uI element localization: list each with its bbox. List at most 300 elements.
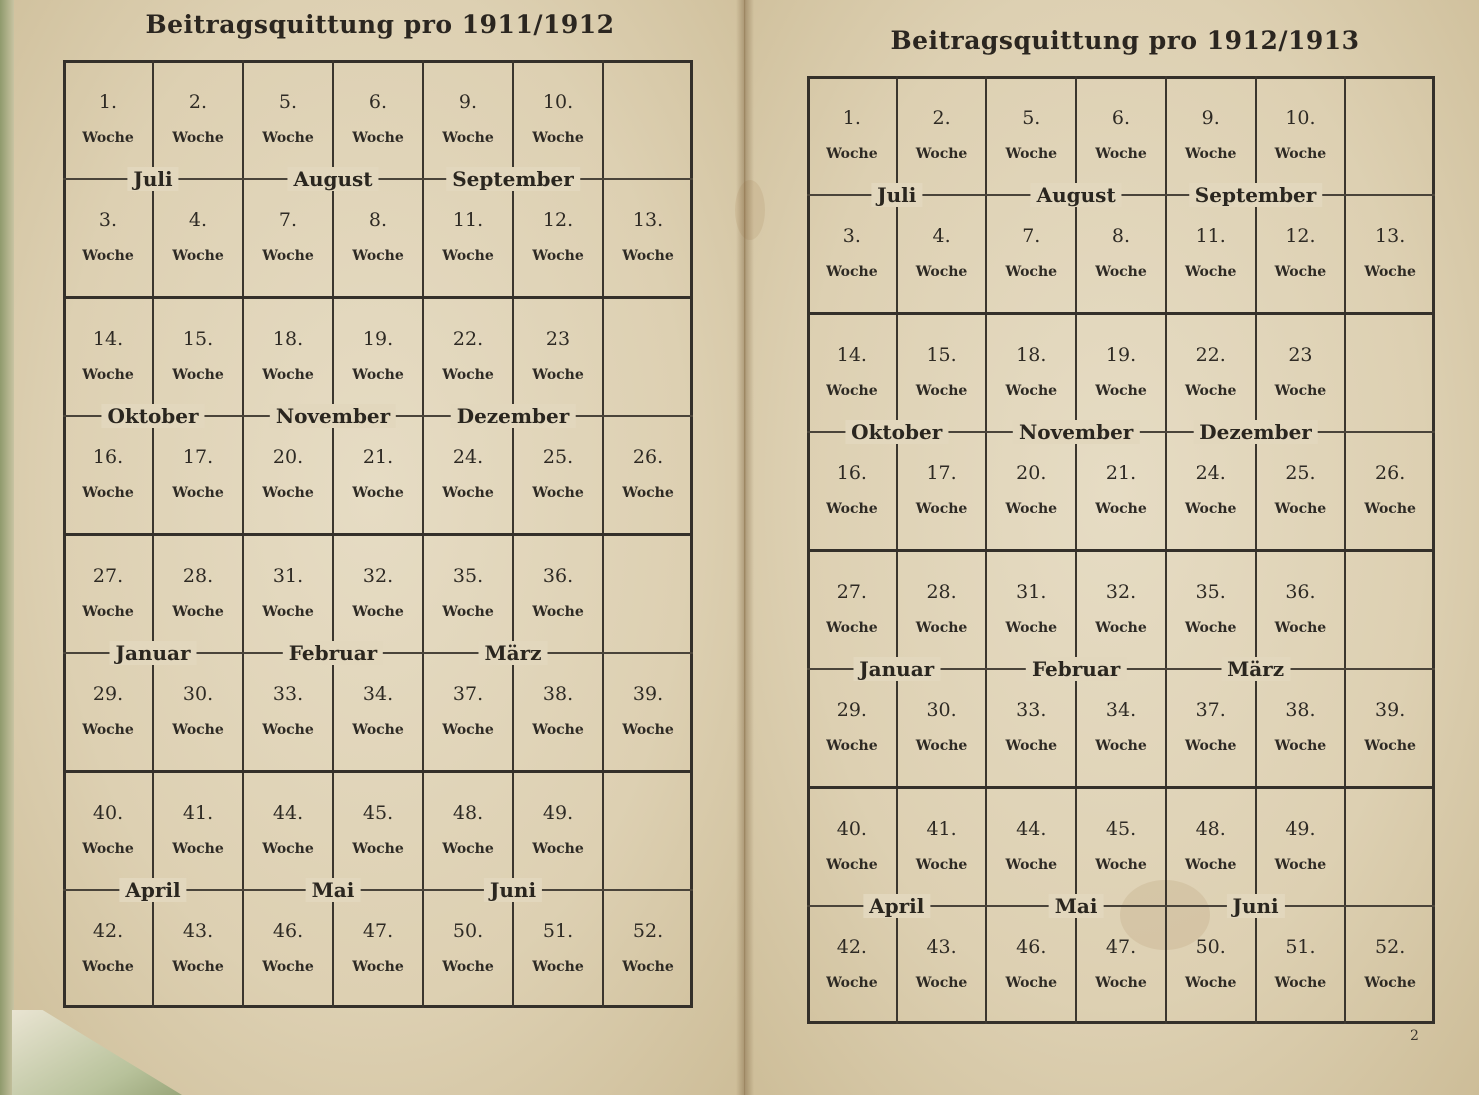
week-cell [514, 802, 602, 857]
week-label: Woche [915, 856, 968, 873]
page-number: 2 [1410, 1028, 1419, 1044]
week-label: Woche [172, 840, 224, 857]
week-number: 12. [542, 209, 574, 232]
week-label: Woche [1005, 738, 1058, 755]
week-label: Woche [82, 129, 134, 146]
month-label: Juli [127, 167, 178, 191]
week-label: Woche [82, 366, 134, 383]
week-label: Woche [1005, 501, 1058, 518]
week-cell [64, 328, 152, 383]
week-number: 9. [1201, 106, 1220, 129]
week-cell [1256, 107, 1344, 162]
week-label: Woche [1005, 856, 1058, 873]
week-number: 42. [836, 936, 867, 959]
week-cell [514, 446, 602, 501]
week-cell [154, 446, 242, 501]
week-number: 10. [542, 90, 574, 113]
week-number: 33. [272, 683, 304, 706]
week-label: Woche [352, 959, 404, 976]
week-cell [1167, 936, 1255, 991]
week-cell [808, 107, 896, 162]
week-label: Woche [826, 738, 878, 755]
week-cell [424, 802, 512, 857]
week-cell [987, 462, 1075, 517]
week-number: 43. [926, 936, 957, 959]
week-cell [1167, 462, 1255, 517]
week-label: Woche [172, 959, 224, 976]
week-number: 29. [92, 683, 124, 706]
week-cell [1167, 225, 1255, 280]
week-label: Woche [1095, 619, 1147, 636]
week-label: Woche [826, 619, 878, 636]
week-label: Woche [1274, 382, 1327, 399]
week-cell [1077, 344, 1165, 399]
week-label: Woche [172, 603, 224, 620]
week-number: 9. [458, 90, 478, 113]
week-cell [1256, 936, 1344, 991]
week-label: Woche [826, 382, 878, 399]
cover-edge [0, 0, 14, 1095]
week-number: 25. [1285, 462, 1316, 485]
week-cell [514, 920, 602, 975]
week-cell [604, 683, 692, 738]
week-number: 49. [1285, 817, 1316, 840]
week-number: 2. [932, 106, 951, 129]
week-cell [424, 565, 512, 620]
week-cell [334, 565, 422, 620]
week-number: 45. [1105, 817, 1137, 840]
week-cell [1167, 818, 1255, 873]
week-cell [898, 818, 986, 873]
week-cell [424, 328, 512, 383]
week-number: 37. [452, 683, 484, 706]
week-number: 3. [98, 209, 118, 232]
week-label: Woche [82, 248, 134, 265]
week-number: 4. [932, 225, 951, 248]
month-label: Mai [306, 878, 361, 902]
week-number: 5. [1022, 106, 1041, 129]
week-number: 34. [362, 683, 394, 706]
month-label: November [270, 404, 396, 428]
month-label: Oktober [845, 420, 948, 444]
week-number: 8. [368, 209, 388, 232]
month-label: April [119, 878, 186, 902]
week-label: Woche [915, 619, 968, 636]
week-cell [64, 683, 152, 738]
week-cell [898, 699, 986, 754]
week-label: Woche [1095, 738, 1147, 755]
week-cell [154, 920, 242, 975]
week-cell [1256, 699, 1344, 754]
week-label: Woche [172, 366, 224, 383]
week-cell [898, 936, 986, 991]
week-label: Woche [1184, 619, 1237, 636]
week-number: 41. [926, 817, 957, 840]
book-gutter [736, 0, 754, 1095]
week-label: Woche [1274, 264, 1327, 281]
week-number: 47. [1105, 936, 1137, 959]
week-label: Woche [352, 722, 404, 739]
left-page-title: Beitragsquittung pro 1911/1912 [145, 10, 615, 39]
week-cell [604, 209, 692, 264]
week-label: Woche [352, 603, 404, 620]
week-number: 39. [632, 683, 664, 706]
week-cell [154, 565, 242, 620]
week-number: 11. [452, 209, 484, 232]
week-cell [1077, 107, 1165, 162]
week-number: 36. [542, 564, 574, 587]
week-label: Woche [915, 264, 968, 281]
week-label: Woche [262, 603, 314, 620]
week-label: Woche [1005, 382, 1058, 399]
week-cell [1256, 581, 1344, 636]
week-number: 52. [1375, 936, 1406, 959]
week-label: Woche [82, 722, 134, 739]
week-number: 33. [1016, 699, 1047, 722]
week-cell [244, 683, 332, 738]
week-cell [424, 209, 512, 264]
week-number: 17. [182, 446, 214, 469]
week-label: Woche [82, 959, 134, 976]
month-label: Juni [1226, 894, 1284, 918]
week-label: Woche [532, 603, 584, 620]
week-label: Woche [442, 248, 494, 265]
week-cell [1077, 936, 1165, 991]
week-cell [1077, 462, 1165, 517]
week-number: 6. [368, 90, 388, 113]
week-label: Woche [442, 603, 494, 620]
week-number: 40. [836, 817, 867, 840]
week-cell [1256, 225, 1344, 280]
week-number: 23 [545, 327, 571, 350]
week-number: 24. [452, 446, 484, 469]
week-cell [514, 683, 602, 738]
week-number: 13. [1375, 225, 1406, 248]
month-label: Januar [853, 657, 940, 681]
week-label: Woche [532, 129, 584, 146]
week-number: 3. [842, 225, 861, 248]
week-cell [1167, 699, 1255, 754]
week-number: 2. [188, 90, 208, 113]
week-label: Woche [1184, 501, 1237, 518]
week-label: Woche [442, 722, 494, 739]
week-number: 29. [836, 699, 867, 722]
week-number: 18. [1016, 343, 1047, 366]
week-number: 4. [188, 209, 208, 232]
week-cell [808, 344, 896, 399]
week-label: Woche [1184, 738, 1237, 755]
week-label: Woche [915, 382, 968, 399]
week-number: 43. [182, 920, 214, 943]
month-label: März [479, 641, 548, 665]
week-label: Woche [262, 485, 314, 502]
week-number: 20. [1016, 462, 1047, 485]
week-label: Woche [1274, 975, 1327, 992]
week-number: 15. [182, 327, 214, 350]
week-label: Woche [1005, 975, 1058, 992]
week-label: Woche [262, 366, 314, 383]
week-label: Woche [352, 248, 404, 265]
week-label: Woche [442, 366, 494, 383]
week-cell [64, 565, 152, 620]
week-cell [1346, 936, 1434, 991]
week-number: 30. [182, 683, 214, 706]
week-number: 51. [542, 920, 574, 943]
week-number: 41. [182, 801, 214, 824]
quarter-divider [807, 549, 1435, 552]
week-label: Woche [826, 975, 878, 992]
week-cell [898, 225, 986, 280]
month-label: April [863, 894, 930, 918]
week-label: Woche [1364, 738, 1416, 755]
week-number: 44. [1016, 817, 1047, 840]
week-number: 26. [1375, 462, 1406, 485]
week-label: Woche [532, 366, 584, 383]
week-cell [514, 565, 602, 620]
week-number: 20. [272, 446, 304, 469]
week-label: Woche [262, 129, 314, 146]
week-number: 30. [926, 699, 957, 722]
month-label: März [1221, 657, 1290, 681]
week-number: 48. [452, 801, 484, 824]
week-cell [424, 91, 512, 146]
week-cell [1077, 581, 1165, 636]
week-number: 8. [1111, 225, 1131, 248]
week-cell [244, 565, 332, 620]
week-number: 14. [836, 343, 867, 366]
week-cell [808, 225, 896, 280]
week-label: Woche [82, 485, 134, 502]
week-label: Woche [1184, 975, 1237, 992]
week-label: Woche [262, 959, 314, 976]
week-cell [898, 344, 986, 399]
week-number: 32. [1105, 580, 1137, 603]
week-cell [987, 344, 1075, 399]
week-number: 1. [98, 90, 118, 113]
week-number: 5. [278, 90, 298, 113]
week-label: Woche [172, 129, 224, 146]
quarter-divider [63, 770, 693, 773]
week-cell [514, 91, 602, 146]
quarter-divider [63, 533, 693, 536]
week-label: Woche [1274, 145, 1327, 162]
week-label: Woche [442, 840, 494, 857]
week-label: Woche [1095, 975, 1147, 992]
week-cell [1077, 818, 1165, 873]
week-cell [808, 818, 896, 873]
week-number: 46. [272, 920, 304, 943]
week-number: 50. [1195, 936, 1226, 959]
week-number: 37. [1195, 699, 1226, 722]
week-cell [244, 209, 332, 264]
week-cell [424, 920, 512, 975]
week-number: 40. [92, 801, 124, 824]
week-cell [808, 581, 896, 636]
week-number: 15. [926, 343, 957, 366]
month-label: Dezember [451, 404, 576, 428]
stain [735, 180, 765, 240]
quarter-divider [807, 786, 1435, 789]
week-cell [244, 328, 332, 383]
week-number: 28. [182, 564, 214, 587]
week-label: Woche [442, 959, 494, 976]
week-cell [154, 328, 242, 383]
week-number: 42. [92, 920, 124, 943]
week-cell [244, 446, 332, 501]
week-cell [987, 225, 1075, 280]
week-label: Woche [1095, 264, 1147, 281]
week-number: 24. [1195, 462, 1226, 485]
week-number: 17. [926, 462, 957, 485]
week-label: Woche [915, 738, 968, 755]
week-cell [64, 802, 152, 857]
week-cell [334, 209, 422, 264]
week-label: Woche [915, 501, 968, 518]
week-number: 12. [1285, 225, 1316, 248]
week-number: 10. [1285, 106, 1316, 129]
week-label: Woche [915, 975, 968, 992]
week-number: 46. [1016, 936, 1047, 959]
week-cell [1167, 107, 1255, 162]
week-label: Woche [352, 840, 404, 857]
week-label: Woche [532, 959, 584, 976]
week-cell [987, 699, 1075, 754]
week-number: 19. [362, 327, 394, 350]
week-number: 36. [1285, 580, 1316, 603]
week-number: 18. [272, 327, 304, 350]
week-label: Woche [622, 248, 674, 265]
week-label: Woche [262, 722, 314, 739]
week-label: Woche [1184, 264, 1237, 281]
week-label: Woche [1184, 856, 1237, 873]
month-label: Februar [1026, 657, 1126, 681]
week-cell [244, 802, 332, 857]
week-number: 7. [1022, 225, 1041, 248]
week-cell [987, 107, 1075, 162]
week-cell [808, 462, 896, 517]
week-label: Woche [1095, 501, 1147, 518]
month-label: September [446, 167, 580, 191]
week-label: Woche [172, 485, 224, 502]
week-number: 21. [1105, 462, 1137, 485]
week-number: 25. [542, 446, 574, 469]
week-number: 11. [1195, 225, 1226, 248]
week-number: 6. [1111, 106, 1131, 129]
month-label: Februar [283, 641, 383, 665]
week-number: 44. [272, 801, 304, 824]
week-label: Woche [826, 856, 878, 873]
week-cell [334, 802, 422, 857]
week-cell [334, 446, 422, 501]
week-cell [1256, 462, 1344, 517]
week-number: 38. [1285, 699, 1316, 722]
week-label: Woche [1364, 264, 1416, 281]
week-cell [424, 446, 512, 501]
week-number: 34. [1105, 699, 1137, 722]
week-number: 38. [542, 683, 574, 706]
week-cell [334, 91, 422, 146]
week-label: Woche [532, 485, 584, 502]
week-label: Woche [1274, 501, 1327, 518]
week-number: 16. [92, 446, 124, 469]
week-cell [898, 107, 986, 162]
week-label: Woche [82, 603, 134, 620]
week-label: Woche [826, 145, 878, 162]
week-label: Woche [622, 959, 674, 976]
week-cell [1077, 225, 1165, 280]
week-label: Woche [262, 840, 314, 857]
week-number: 13. [632, 209, 664, 232]
week-cell [1346, 699, 1434, 754]
week-cell [604, 446, 692, 501]
quarter-divider [63, 296, 693, 299]
week-label: Woche [532, 248, 584, 265]
week-label: Woche [915, 145, 968, 162]
week-cell [898, 462, 986, 517]
week-label: Woche [1184, 382, 1237, 399]
week-number: 7. [278, 209, 298, 232]
week-label: Woche [1364, 501, 1416, 518]
week-cell [808, 936, 896, 991]
month-label: Juni [484, 878, 542, 902]
quarter-divider [807, 312, 1435, 315]
week-cell [604, 920, 692, 975]
week-cell [1077, 699, 1165, 754]
week-cell [334, 683, 422, 738]
week-label: Woche [442, 129, 494, 146]
week-label: Woche [442, 485, 494, 502]
month-label: August [1031, 183, 1122, 207]
week-cell [1256, 818, 1344, 873]
week-number: 14. [92, 327, 124, 350]
week-number: 22. [1195, 343, 1226, 366]
week-cell [987, 936, 1075, 991]
week-number: 19. [1105, 343, 1137, 366]
week-label: Woche [352, 366, 404, 383]
week-cell [154, 683, 242, 738]
right-page-title: Beitragsquittung pro 1912/1913 [890, 26, 1360, 55]
week-label: Woche [1095, 382, 1147, 399]
week-number: 50. [452, 920, 484, 943]
week-number: 23 [1288, 343, 1313, 366]
week-label: Woche [352, 129, 404, 146]
week-number: 45. [362, 801, 394, 824]
week-number: 31. [1016, 580, 1047, 603]
week-label: Woche [262, 248, 314, 265]
week-label: Woche [1095, 145, 1147, 162]
week-number: 35. [1195, 580, 1226, 603]
month-label: November [1013, 420, 1139, 444]
week-number: 27. [92, 564, 124, 587]
week-cell [514, 209, 602, 264]
week-label: Woche [826, 264, 878, 281]
week-cell [987, 581, 1075, 636]
week-cell [64, 920, 152, 975]
month-label: Mai [1049, 894, 1104, 918]
week-cell [244, 91, 332, 146]
week-label: Woche [1184, 145, 1237, 162]
week-label: Woche [172, 722, 224, 739]
week-cell [334, 328, 422, 383]
week-label: Woche [622, 485, 674, 502]
week-label: Woche [1005, 264, 1058, 281]
week-cell [1167, 581, 1255, 636]
week-label: Woche [82, 840, 134, 857]
week-number: 39. [1375, 699, 1406, 722]
week-number: 1. [842, 106, 861, 129]
month-label: Dezember [1193, 420, 1318, 444]
week-cell [1346, 462, 1434, 517]
